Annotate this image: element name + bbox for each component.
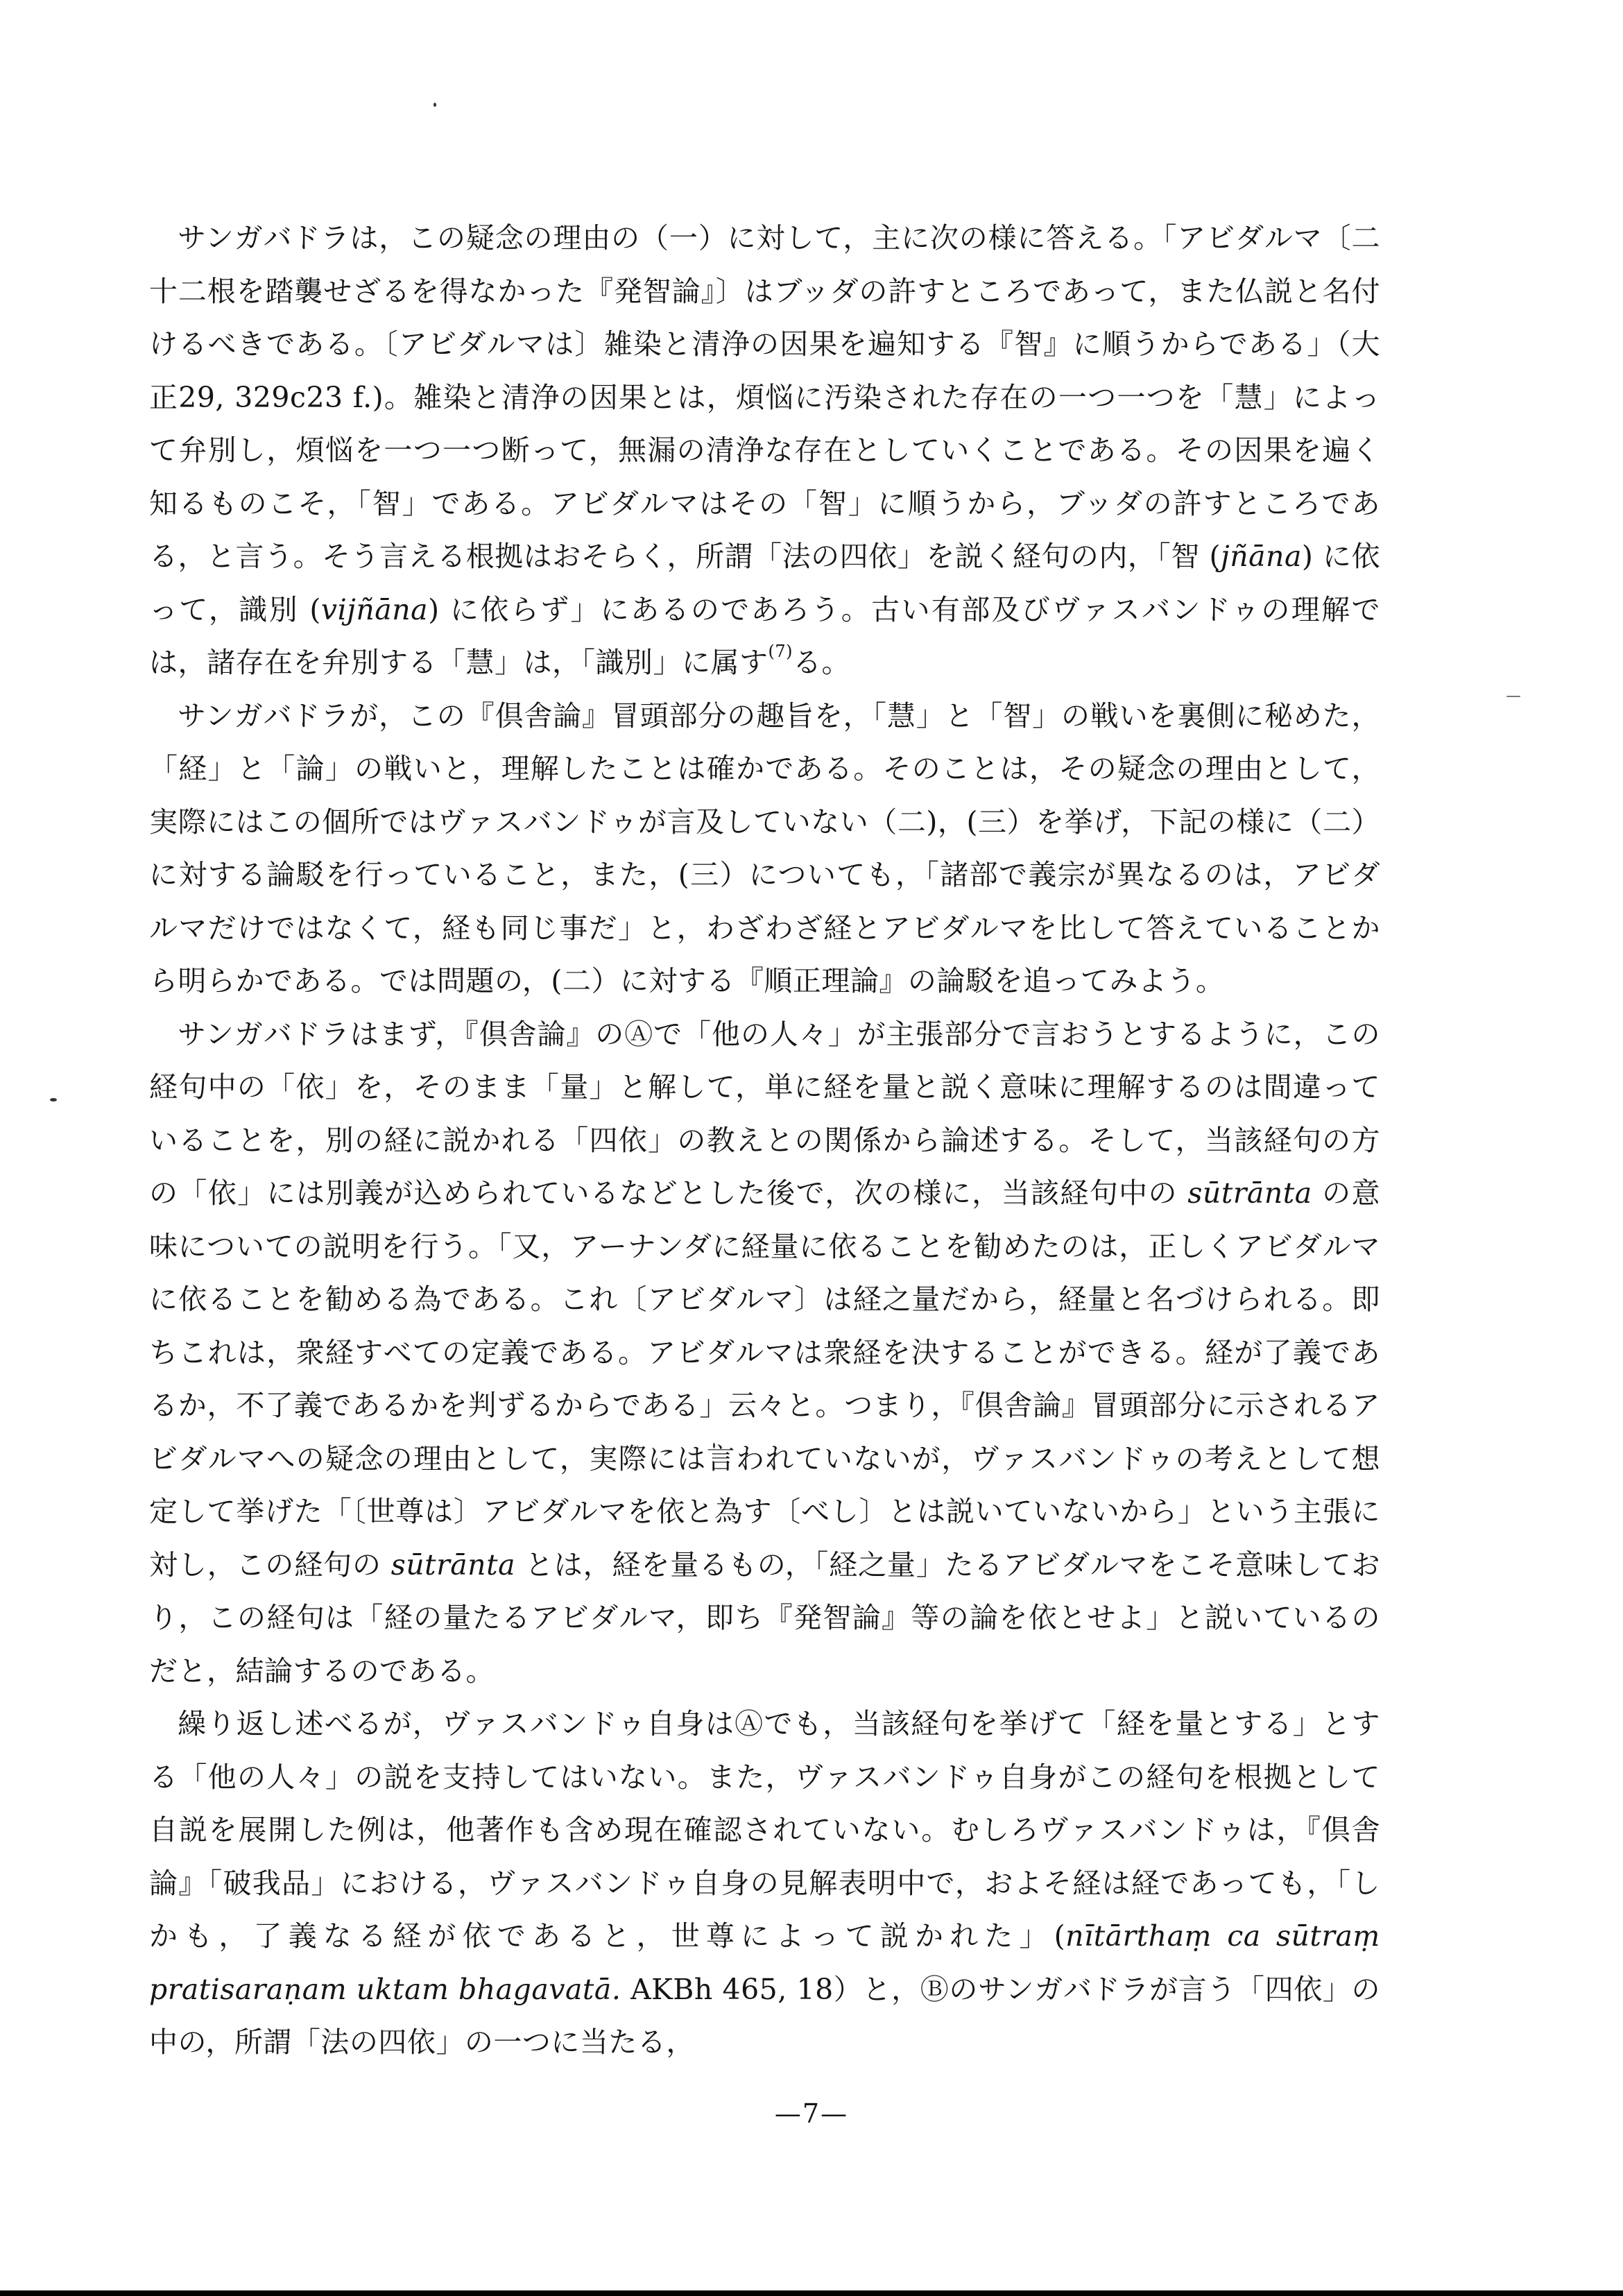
paragraph-1: [149, 212, 1380, 689]
body-text: [149, 212, 1380, 2069]
text-run: ) に依らず」にあるのであろう。古い有部及びヴァスバンドゥの理解では，諸存在を弁別する「慧」は，「識別」に属す: [149, 592, 1380, 679]
text-run: とは，経を量るもの，「経之量」たるアビダルマをこそ意味しており，この経句は「経の量たるアビダルマ，即ち『発智論』等の論を依とせよ」と説いているのだと，結論するのである。: [149, 1548, 1380, 1688]
text-run-italic: vijñāna: [320, 592, 429, 626]
text-run: ) に依って，識別 (: [149, 540, 1380, 626]
text-run: AKBh 465, 18）と，Ⓑのサンガバドラが言う「四依」の中の，所謂「法の四依」の一つに当たる，: [149, 1972, 1381, 2059]
text-run: サンガバドラが，この『倶舎論』冒頭部分の趣旨を，「慧」と「智」の戦いを裏側に秘めた，「経」と「論」の戦いと，理解したことは確かである。そのことは，その疑念の理由として，実際にはこの個所ではヴァスバンドゥが言及していない（二)，(三）を挙げ，下記の様に（二）に対する論駁を行っていること，また，(三）についても，「諸部で義宗が異なるのは，アビダルマだけではなくて，経も同じ事だ」と，わざわざ経とアビダルマを比して答えていることから明らかである。では問題の，(二）に対する『順正理論』の論駁を追ってみよう。: [149, 699, 1380, 997]
page-number: —7—: [774, 2098, 849, 2129]
paragraph-2: [149, 689, 1380, 1008]
text-run-italic: jñāna: [1221, 540, 1302, 573]
footnote-ref: (7): [768, 642, 793, 661]
text-run: の意味についての説明を行う。「又，アーナンダに経量に依ることを勧めたのは，正しくアビダルマに依ることを勧める為である。これ〔アビダルマ〕は経之量だから，経量と名づけられる。即ちこれは，衆経すべての定義である。アビダルマは衆経を決することができる。経が了義であるか，不了義であるかを判ずるからである」云々と。つまり，『倶舎論』冒頭部分に示されるアビダルマへの疑念の理由として，実際には言われていないが，ヴァスバンドゥの考えとして想定して挙げた「〔世尊は〕アビダルマを依と為す〔べし〕とは説いていないから」という主張に対し，この経句の: [149, 1176, 1380, 1582]
paragraph-3: [149, 1008, 1380, 1698]
text-run-italic: sūtrānta: [1187, 1176, 1312, 1210]
text-run-italic: nītārthaṃ ca sūtraṃ pratisaraṇam uktam bhagavatā.: [149, 1919, 1380, 2006]
scan-speck: [433, 103, 436, 107]
text-run: る。: [793, 646, 850, 679]
text-run-italic: sūtrānta: [390, 1548, 516, 1582]
text-run: サンガバドラはまず，『倶舎論』のⒶで「他の人々」が主張部分で言おうとするように，この経句中の「依」を，そのまま「量」と解して，単に経を量と説く意味に理解するのは間違っていることを，別の経に説かれる「四依」の教えとの関係から論述する。そして，当該経句の方の「依」には別義が込められているなどとした後で，次の様に，当該経句中の: [149, 1017, 1380, 1210]
scan-speck: [1506, 696, 1520, 697]
text-run: 繰り返し述べるが，ヴァスバンドゥ自身はⒶでも，当該経句を挙げて「経を量とする」とする「他の人々」の説を支持してはいない。また，ヴァスバンドゥ自身がこの経句を根拠として自説を展開した例は，他著作も含め現在確認されていない。むしろヴァスバンドゥは，『倶舎論』「破我品」における，ヴァスバンドゥ自身の見解表明中で，およそ経は経であっても，「しかも，了義なる経が依であると，世尊によって説かれた」(: [149, 1707, 1380, 1953]
paragraph-4: [149, 1697, 1380, 2069]
scan-speck: [50, 1098, 57, 1102]
text-run: サンガバドラは，この疑念の理由の（一）に対して，主に次の様に答える。「アビダルマ〔二十二根を踏襲せざるを得なかった『発智論』〕はブッダの許すところであって，また仏説と名付けるべきである。〔アビダルマは〕雑染と清浄の因果を遍知する『智』に順うからである」（大正29, 329c23 f.)。雑染と清浄の因果とは，煩悩に汚染された存在の一つ一つを「慧」によって弁別し，煩悩を一つ一つ断って，無漏の清浄な存在としていくことである。その因果を遍く知るものこそ，「智」である。アビダルマはその「智」に順うから，ブッダの許すところである，と言う。そう言える根拠はおそらく，所謂「法の四依」を説く経句の内，「智 (: [149, 221, 1380, 573]
scan-bottom-edge: [0, 2290, 1623, 2296]
